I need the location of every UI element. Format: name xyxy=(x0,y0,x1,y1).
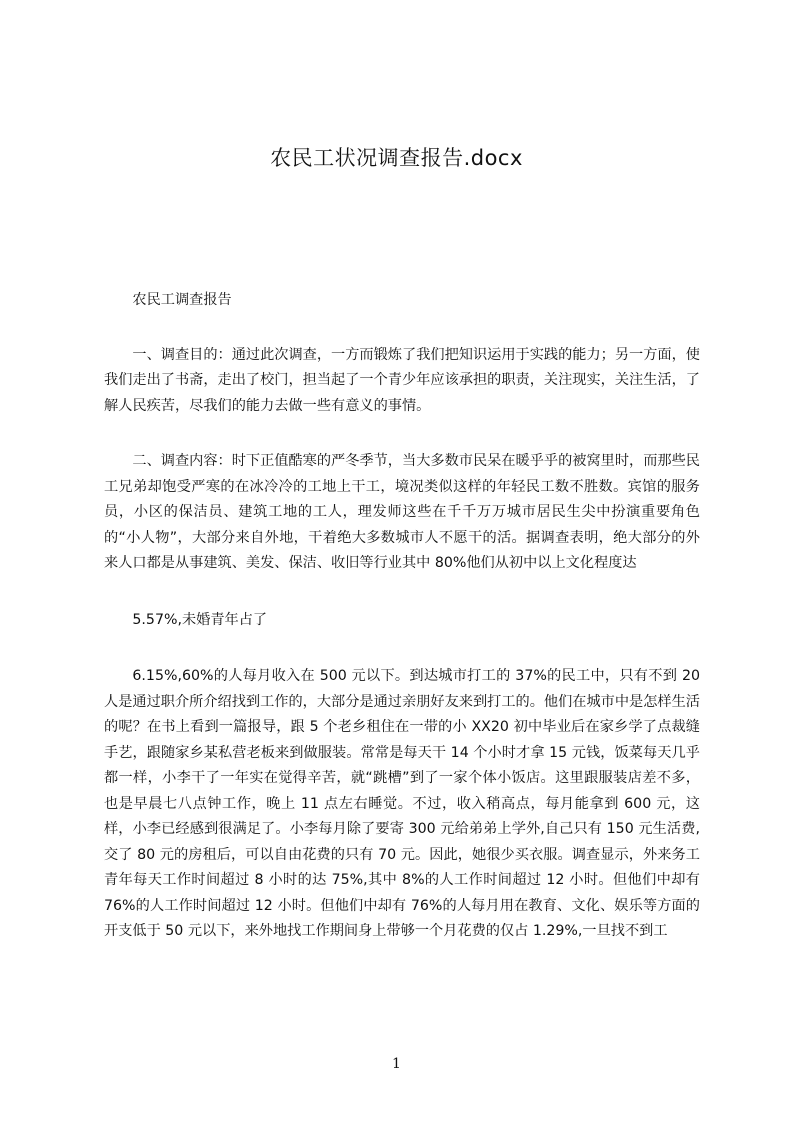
document-body xyxy=(104,288,700,945)
paragraph-income-survey: 6.15%,60%的人每月收入在 500 元以下。到达城市打工的 37%的民工中，只有不到 20 人是通过职介所介绍找到工作的，大部分是通过亲朋好友来到打工的。他们在城市中是怎样生活的呢？在书上看到一篇报导，跟 5 个老乡租住在一带的小 XX20 初中毕业后在家乡学了点裁缝手艺，跟随家乡某私营老板来到做服装。常常是每天干 14 个小时才拿 15 元钱，饭菜每天几乎都一样，小李干了一年实在觉得辛苦，就“跳槽”到了一家个体小饭店。这里跟服装店差不多，也是早晨七八点钟工作，晚上 11 点左右睡觉。不过，收入稍高点，每月能拿到 600 元，这样，小李已经感到很满足了。小李每月除了要寄 300 元给弟弟上学外,自己只有 150 元生活费,交了 80 元的房租后，可以自由花费的只有 70 元。因此，她很少买衣服。调查显示，外来务工青年每天工作时间超过 8 小时的达 75%,其中 8%的人工作时间超过 12 小时。但他们中却有 76%的人工作时间超过 12 小时。但他们中却有 76%的人每月用在教育、文化、娱乐等方面的开支低于 50 元以下，来外地找工作期间身上带够一个月花费的仅占 1.29%,一旦找不到工 xyxy=(104,668,700,939)
paragraph-content: 二、调查内容：时下正值酷寒的严冬季节，当大多数市民呆在暖乎乎的被窝里时，而那些民工兄弟却饱受严寒的在冰冷冷的工地上干工，境况类似这样的年轻民工数不胜数。宾馆的服务员，小区的保洁员、建筑工地的工人，理发师这些在千千万万城市居民生尖中扮演重要角色的“小人物”，大部分来自外地，干着绝大多数城市人不愿干的活。据调查表明，绝大部分的外来人口都是从事建筑、美发、保洁、收旧等行业其中 80%他们从初中以上文化程度达 xyxy=(104,453,700,571)
document-title: 农民工状况调查报告.docx xyxy=(270,146,523,170)
paragraph-purpose: 一、调查目的：通过此次调查，一方而锻炼了我们把知识运用于实践的能力；另一方面，使我们走出了书斋，走出了校门，担当起了一个青少年应该承担的职责，关注现实，关注生活，了解人民疾苦，尽我们的能力去做一些有意义的事情。 xyxy=(104,346,700,414)
paragraph-statistic-unmarried: 5.57%,未婚青年占了 xyxy=(132,611,268,628)
page-number: 1 xyxy=(392,1056,401,1072)
report-heading: 农民工调查报告 xyxy=(132,292,232,308)
